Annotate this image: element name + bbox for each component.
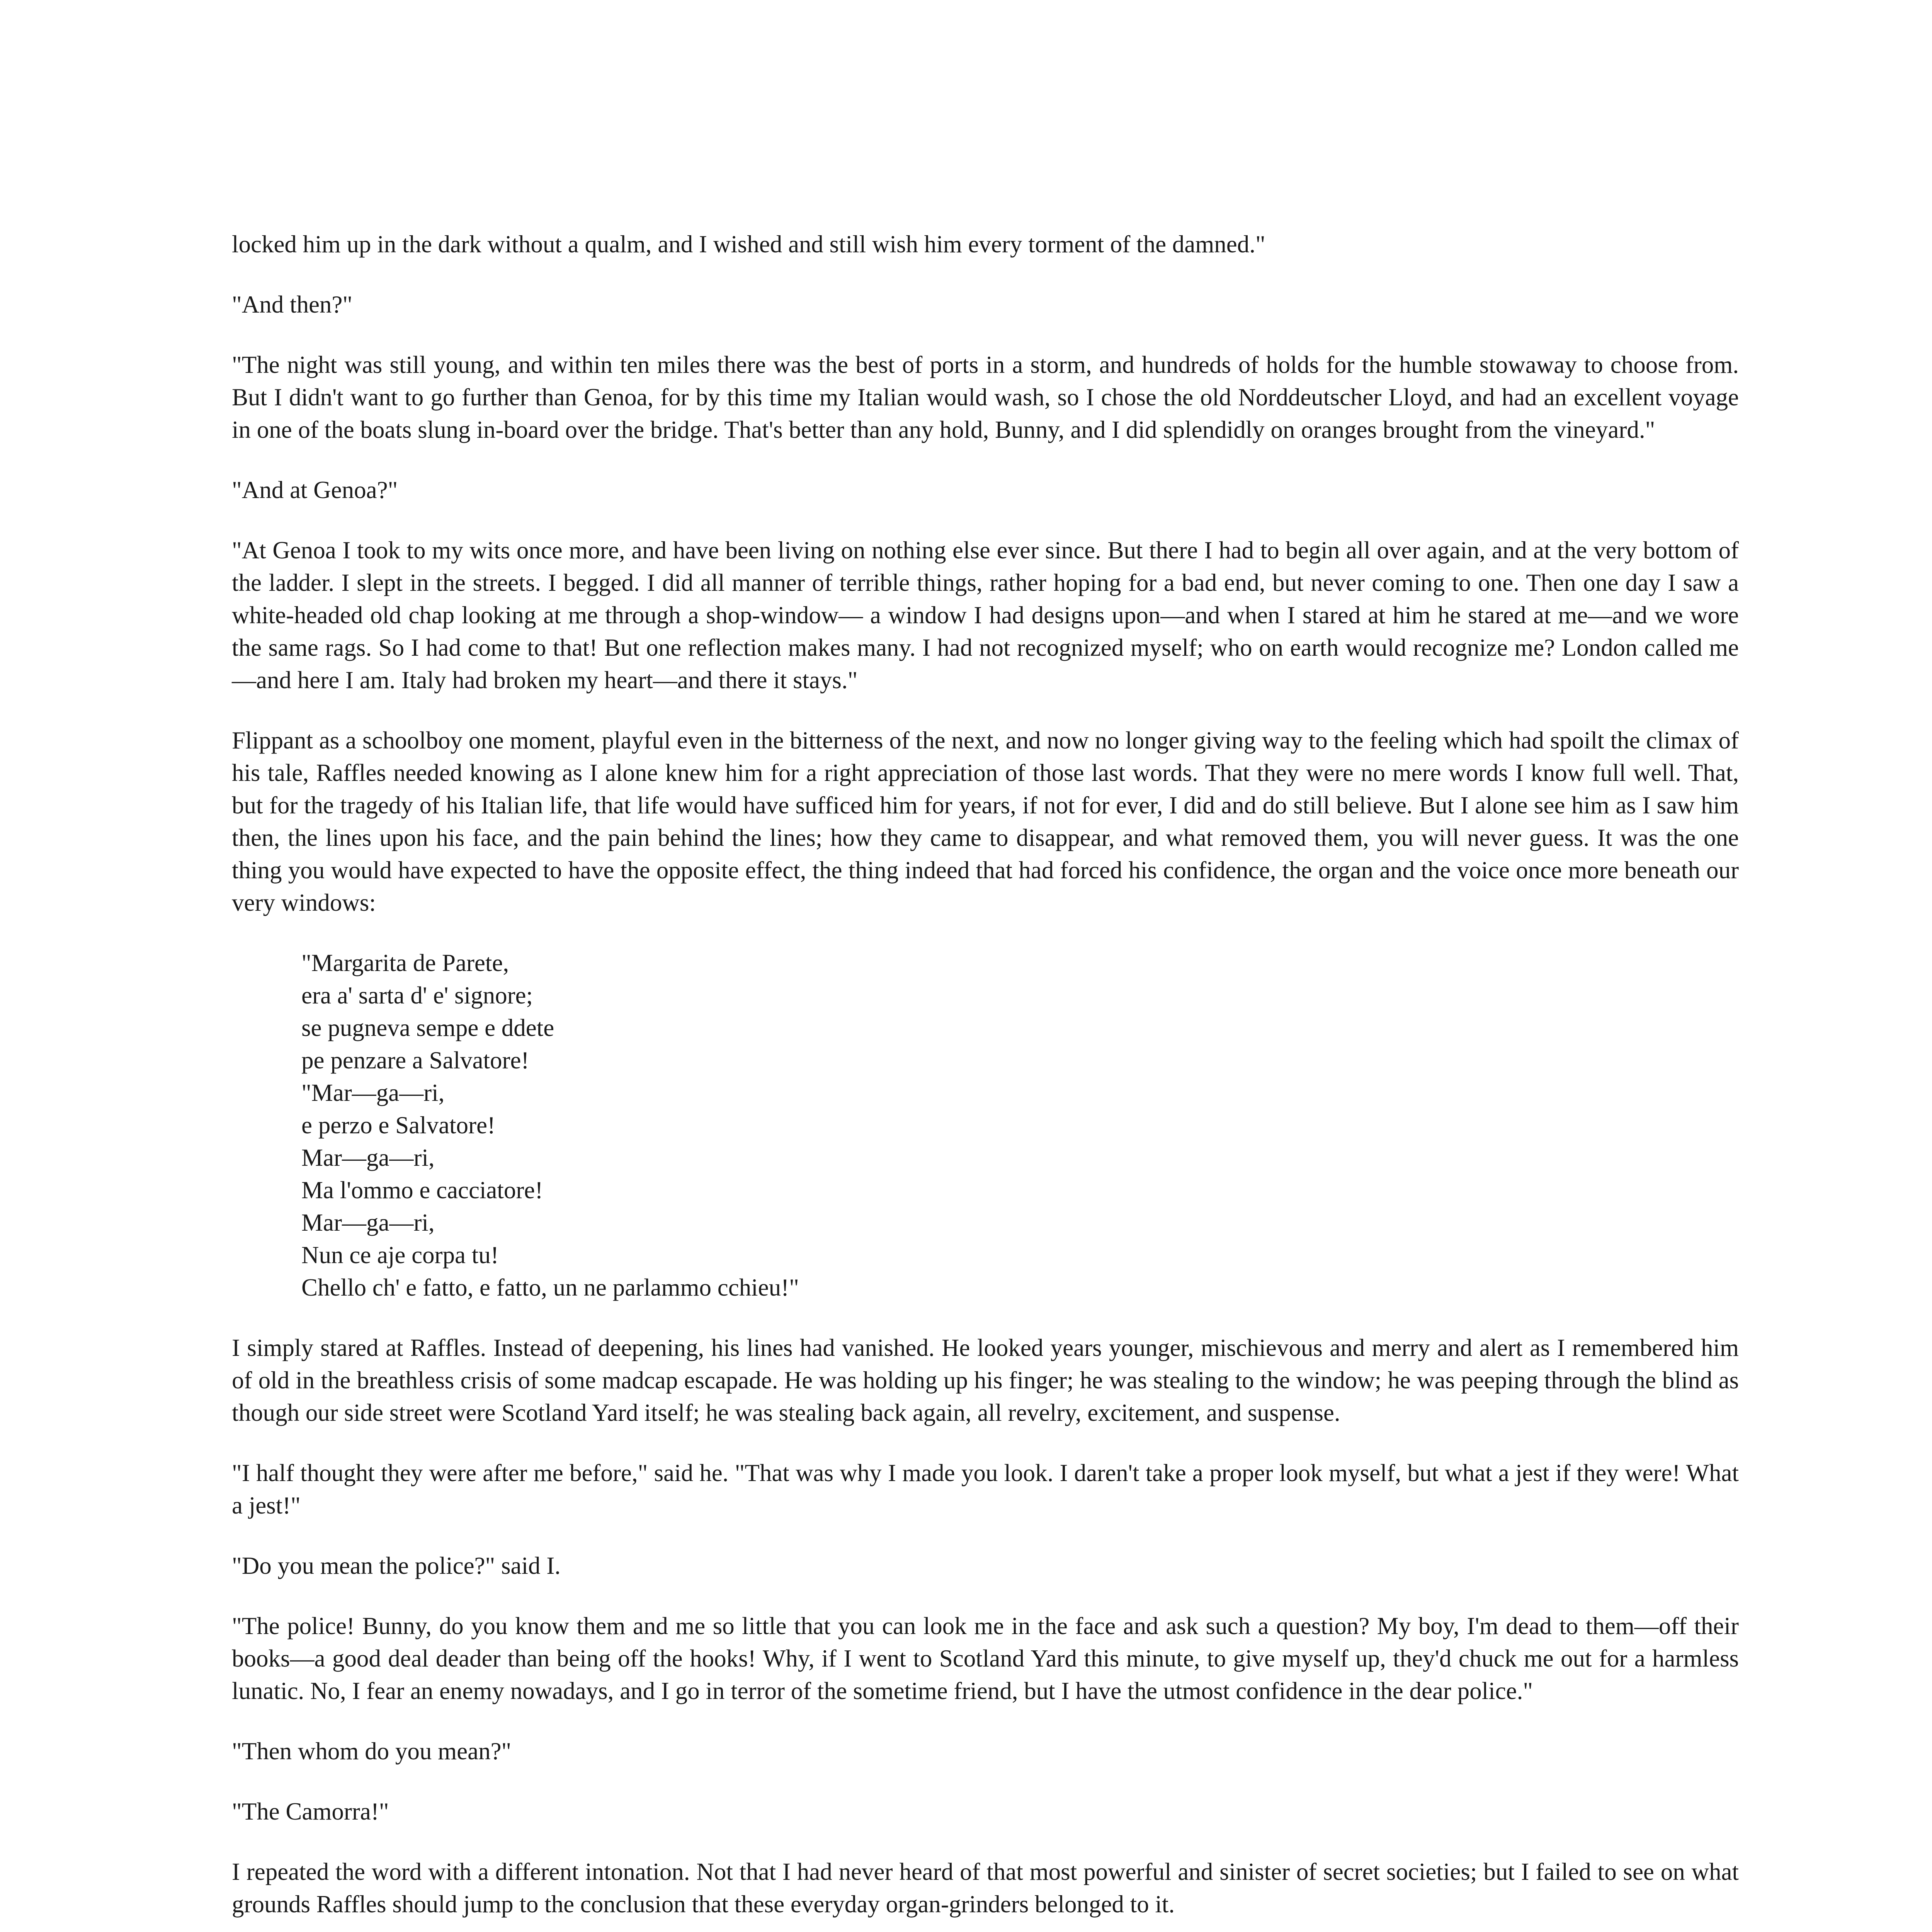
text-block-after-poem [232, 1332, 1739, 1932]
paragraph: "And at Genoa?" [232, 476, 398, 503]
paragraph: "Then whom do you mean?" [232, 1738, 512, 1765]
verse-line: "Margarita de Parete, [301, 949, 509, 976]
paragraph: locked him up in the dark without a qualm, and I wished and still wish him every torment of the damned." [232, 231, 1265, 258]
verse-line: Mar—ga—ri, [301, 1144, 435, 1171]
paragraph: "The Camorra!" [232, 1798, 389, 1825]
verse-line: pe penzare a Salvatore! [301, 1047, 529, 1074]
paragraph: I simply stared at Raffles. Instead of deepening, his lines had vanished. He looked years younger, mischievous and merry and alert as I remembered him of old in the breathless crisis of some madcap escapade. He was holding up his finger; he was stealing to the window; he was peeping through the blind as though our side street were Scotland Yard itself; he was stealing back again, all revelry, excitement, and suspense. [232, 1334, 1739, 1426]
verse-line: se pugneva sempe e ddete [301, 1014, 554, 1041]
verse-line: Chello ch' e fatto, e fatto, un ne parlammo cchieu!" [301, 1274, 799, 1301]
verse-line: Mar—ga—ri, [301, 1209, 435, 1236]
verse-line: e perzo e Salvatore! [301, 1112, 495, 1139]
verse-line: Ma l'ommo e cacciatore! [301, 1177, 543, 1204]
paragraph: "And then?" [232, 291, 353, 318]
verse-line: "Mar—ga—ri, [301, 1079, 445, 1106]
paragraph: "I half thought they were after me before," said he. "That was why I made you look. I daren't take a proper look myself, but what a jest if they were! What a jest!" [232, 1459, 1739, 1519]
paragraph: "Do you mean the police?" said I. [232, 1552, 561, 1579]
paragraph: "The police! Bunny, do you know them and me so little that you can look me in the face and ask such a question? My boy, I'm dead to them—off their books—a good deal deader than being off the hooks! Why, if I went to Scotland Yard this minute, to give myself up, they'd chuck me out for a harmless lunatic. No, I fear an enemy nowadays, and I go in terror of the sometime friend, but I have the utmost confidence in the dear police." [232, 1612, 1739, 1704]
paragraph: "The night was still young, and within ten miles there was the best of ports in a storm, and hundreds of holds for the humble stowaway to choose from. But I didn't want to go further than Genoa, for by this time my Italian would wash, so I chose the old Norddeutscher Lloyd, and had an excellent voyage in one of the boats slung in-board over the bridge. That's better than any hold, Bunny, and I did splendidly on oranges brought from the vineyard." [232, 351, 1739, 443]
verse-line: era a' sarta d' e' signore; [301, 982, 533, 1009]
page-content [232, 228, 1739, 1932]
paragraph: "At Genoa I took to my wits once more, and have been living on nothing else ever since. But there I had to begin all over again, and at the very bottom of the ladder. I slept in the streets. I begged. I did all manner of terrible things, rather hoping for a bad end, but never coming to one. Then one day I saw a white-headed old chap looking at me through a shop-window— a window I had designs upon—and when I stared at him he stared at me—and we wore the same rags. So I had come to that! But one reflection makes many. I had not recognized myself; who on earth would recognize me? London called me—and here I am. Italy had broken my heart—and there it stays." [232, 537, 1739, 694]
paragraph: Flippant as a schoolboy one moment, playful even in the bitterness of the next, and now no longer giving way to the feeling which had spoilt the climax of his tale, Raffles needed knowing as I alone knew him for a right appreciation of those last words. That they were no mere words I know full well. That, but for the tragedy of his Italian life, that life would have sufficed him for years, if not for ever, I did and do still believe. But I alone see him as I saw him then, the lines upon his face, and the pain behind the lines; how they came to disappear, and what removed them, you will never guess. It was the one thing you would have expected to have the opposite effect, the thing indeed that had forced his confidence, the organ and the voice once more beneath our very windows: [232, 727, 1739, 916]
verse-line: Nun ce aje corpa tu! [301, 1242, 499, 1269]
text-block-before-poem [232, 228, 1739, 919]
song-verse [301, 947, 1739, 1304]
paragraph: I repeated the word with a different intonation. Not that I had never heard of that most powerful and sinister of secret societies; but I failed to see on what grounds Raffles should jump to the conclusion that these everyday organ-grinders belonged to it. [232, 1858, 1739, 1918]
